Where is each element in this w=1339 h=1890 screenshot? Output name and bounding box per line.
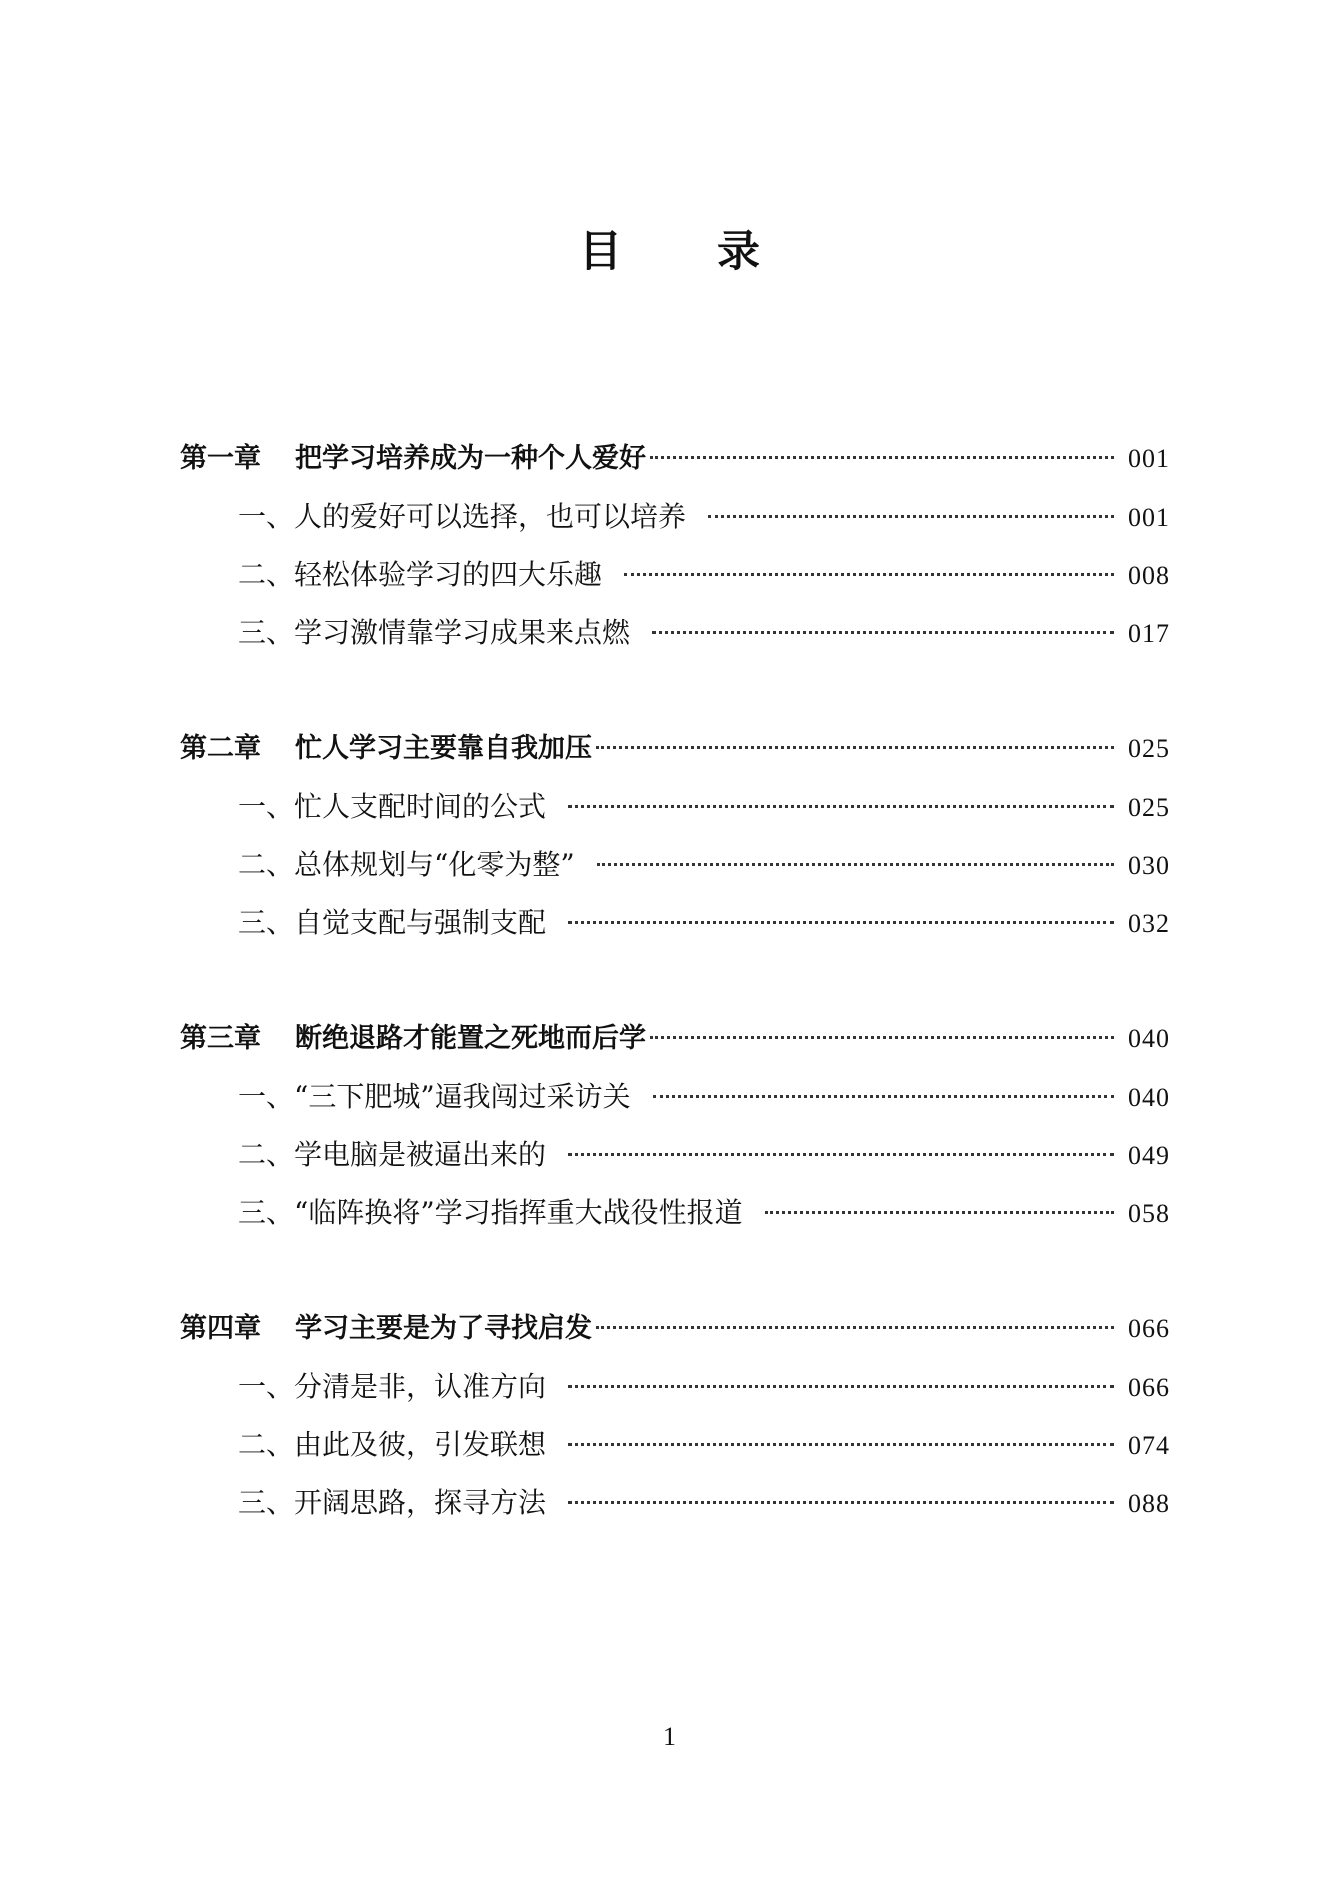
chapter-label [180, 720, 592, 778]
section-entry[interactable] [180, 894, 1170, 952]
section-entry[interactable] [180, 488, 1170, 546]
chapter-title: 断绝退路才能置之死地而后学 [295, 1023, 646, 1054]
chapter-block-4 [180, 1300, 1170, 1532]
section-title: 二、轻松体验学习的四大乐趣 [238, 558, 603, 591]
dot-leader [596, 746, 1114, 749]
section-title: 三、自觉支配与强制支配 [238, 906, 547, 939]
table-of-contents [180, 430, 1170, 1590]
section-entry[interactable] [180, 1416, 1170, 1474]
section-title: 三、“临阵换将”学习指挥重大战役性报道 [238, 1196, 743, 1229]
page-number: 049 [1128, 1141, 1170, 1170]
page-number: 066 [1128, 1314, 1170, 1343]
chapter-entry-3[interactable] [180, 1010, 1170, 1068]
section-title: 二、学电脑是被逼出来的 [238, 1138, 547, 1171]
dot-leader [568, 805, 1114, 808]
section-entry[interactable] [180, 1474, 1170, 1532]
chapter-block-2 [180, 720, 1170, 952]
chapter-title: 忙人学习主要靠自我加压 [295, 733, 592, 764]
dot-leader [568, 1385, 1114, 1388]
section-entry[interactable] [180, 1126, 1170, 1184]
page-number: 001 [1128, 503, 1170, 532]
section-title: 一、人的爱好可以选择，也可以培养 [238, 500, 687, 533]
chapter-entry-4[interactable] [180, 1300, 1170, 1358]
page-number: 088 [1128, 1489, 1170, 1518]
page-number: 025 [1128, 734, 1170, 763]
section-entry[interactable] [180, 836, 1170, 894]
dot-leader [624, 573, 1114, 576]
dot-leader [650, 1036, 1114, 1039]
dot-leader [653, 1095, 1114, 1098]
dot-leader [652, 631, 1114, 634]
chapter-label [180, 1300, 592, 1358]
page-title: 目 录 [579, 227, 800, 277]
page-number: 025 [1128, 793, 1170, 822]
page-number: 030 [1128, 851, 1170, 880]
page-number: 008 [1128, 561, 1170, 590]
page-number: 017 [1128, 619, 1170, 648]
chapter-entry-2[interactable] [180, 720, 1170, 778]
section-title: 一、“三下肥城”逼我闯过采访关 [238, 1080, 631, 1113]
chapter-number: 第二章 [180, 733, 261, 764]
section-entry[interactable] [180, 1358, 1170, 1416]
chapter-block-1 [180, 430, 1170, 662]
section-title: 一、分清是非，认准方向 [238, 1370, 547, 1403]
dot-leader [568, 1501, 1114, 1504]
chapter-title: 学习主要是为了寻找启发 [295, 1313, 592, 1344]
page-number: 001 [1128, 444, 1170, 473]
page-number: 074 [1128, 1431, 1170, 1460]
section-title: 三、开阔思路，探寻方法 [238, 1486, 547, 1519]
page-number: 040 [1128, 1083, 1170, 1112]
chapter-number: 第三章 [180, 1023, 261, 1054]
section-title: 二、由此及彼，引发联想 [238, 1428, 547, 1461]
dot-leader [597, 863, 1114, 866]
page-number: 032 [1128, 909, 1170, 938]
dot-leader [765, 1211, 1114, 1214]
section-entry[interactable] [180, 1184, 1170, 1242]
section-entry[interactable] [180, 546, 1170, 604]
dot-leader [650, 456, 1114, 459]
page-number: 058 [1128, 1199, 1170, 1228]
dot-leader [568, 1153, 1114, 1156]
chapter-number: 第四章 [180, 1313, 261, 1344]
chapter-label [180, 1010, 646, 1068]
chapter-entry-1[interactable] [180, 430, 1170, 488]
section-entry[interactable] [180, 1068, 1170, 1126]
page-number: 040 [1128, 1024, 1170, 1053]
chapter-label [180, 430, 646, 488]
chapter-title: 把学习培养成为一种个人爱好 [295, 443, 646, 474]
chapter-block-3 [180, 1010, 1170, 1242]
dot-leader [568, 921, 1114, 924]
section-title: 三、学习激情靠学习成果来点燃 [238, 616, 631, 649]
dot-leader [568, 1443, 1114, 1446]
dot-leader [596, 1326, 1114, 1329]
dot-leader [708, 515, 1114, 518]
chapter-number: 第一章 [180, 443, 261, 474]
section-entry[interactable] [180, 778, 1170, 836]
section-title: 二、总体规划与“化零为整” [238, 848, 575, 881]
section-entry[interactable] [180, 604, 1170, 662]
page-number: 066 [1128, 1373, 1170, 1402]
section-title: 一、忙人支配时间的公式 [238, 790, 547, 823]
page-folio: 1 [663, 1722, 676, 1751]
